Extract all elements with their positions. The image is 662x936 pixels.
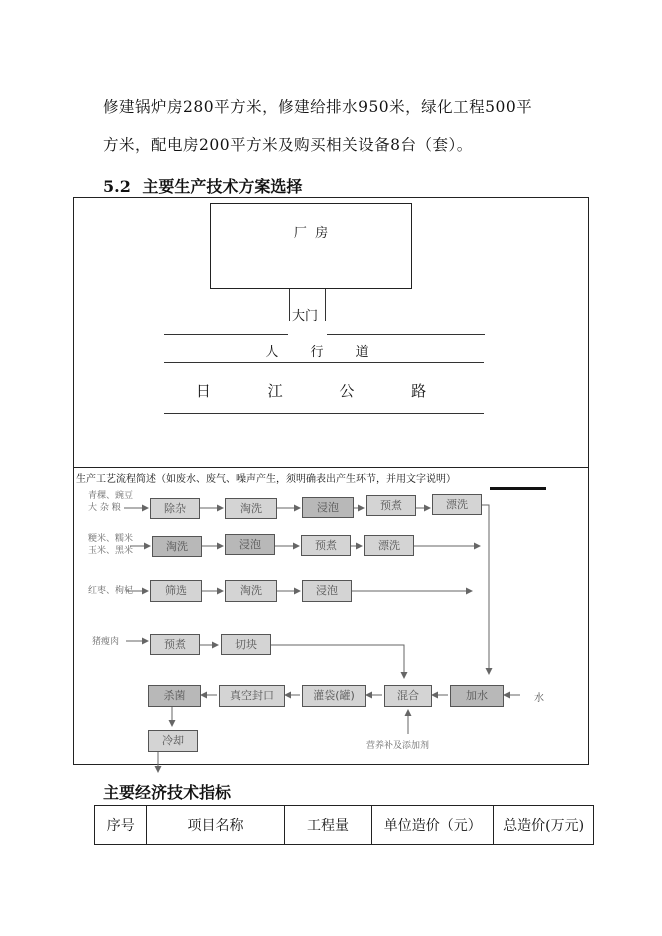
econ-title: 主要经济技术指标 xyxy=(103,783,232,802)
gate-label: 大门 xyxy=(292,309,319,324)
section-title: 主要生产技术方案选择 xyxy=(142,177,303,196)
row5-step-seal: 真空封口 xyxy=(219,685,285,707)
row2-step-2: 浸泡 xyxy=(225,534,275,555)
row2-label: 粳米、糯米 玉米、黑米 xyxy=(88,534,134,556)
row2-step-3: 预煮 xyxy=(301,535,351,556)
row1-step-4: 预煮 xyxy=(366,495,416,516)
row5-step-add-water: 加水 xyxy=(450,685,504,707)
row5-step-mix: 混合 xyxy=(384,685,432,707)
cooling-step: 冷却 xyxy=(148,730,198,752)
row1-label: 青稞、豌豆 大 杂 粮 xyxy=(88,491,134,513)
additive-label: 营养补及添加剂 xyxy=(366,741,430,751)
row4-label: 猪瘦肉 xyxy=(92,637,120,647)
sidewalk-label: 人 行 道 xyxy=(265,345,383,360)
econ-table xyxy=(94,805,594,845)
econ-header-name: 项目名称 xyxy=(147,806,284,845)
process-caption: 生产工艺流程简述（如废水、废气、噪声产生，须明确表出产生环节，并用文字说明） xyxy=(76,474,456,485)
econ-header-total-cost: 总造价(万元) xyxy=(494,806,594,845)
intro-line-2: 方米，配电房200平方米及购买相关设备8台（套）。 xyxy=(103,136,473,154)
row2-step-4: 漂洗 xyxy=(364,535,414,556)
row3-step-3: 浸泡 xyxy=(302,580,352,602)
row3-step-2: 淘洗 xyxy=(225,580,277,602)
row1-step-1: 除杂 xyxy=(150,498,200,519)
row4-step-1: 预煮 xyxy=(150,634,200,655)
road-label: 日 江 公 路 xyxy=(195,382,453,400)
econ-header-qty: 工程量 xyxy=(284,806,372,845)
arrow-r1-down xyxy=(482,505,489,674)
econ-header-unit-cost: 单位造价（元） xyxy=(372,806,494,845)
arrow-r4-down xyxy=(271,645,404,678)
row3-step-1: 筛选 xyxy=(150,580,202,602)
row1-step-3: 浸泡 xyxy=(302,497,354,518)
econ-header-row xyxy=(95,806,594,845)
row1-step-2: 淘洗 xyxy=(225,498,277,519)
row4-step-2: 切块 xyxy=(221,634,271,655)
water-label: 水 xyxy=(534,693,544,704)
factory-label: 厂 房 xyxy=(293,226,329,241)
row1-step-5: 漂洗 xyxy=(432,494,482,515)
row3-label: 红枣、枸杞 xyxy=(88,586,134,596)
row2-step-1: 淘洗 xyxy=(152,536,202,557)
row5-step-sterilize: 杀菌 xyxy=(148,685,201,707)
row5-step-fill: 灌袋(罐) xyxy=(302,685,366,707)
section-number: 5.2 xyxy=(103,177,131,196)
econ-header-no: 序号 xyxy=(95,806,147,845)
intro-line-1: 修建锅炉房280平方米，修建给排水950米，绿化工程500平 xyxy=(103,98,533,116)
